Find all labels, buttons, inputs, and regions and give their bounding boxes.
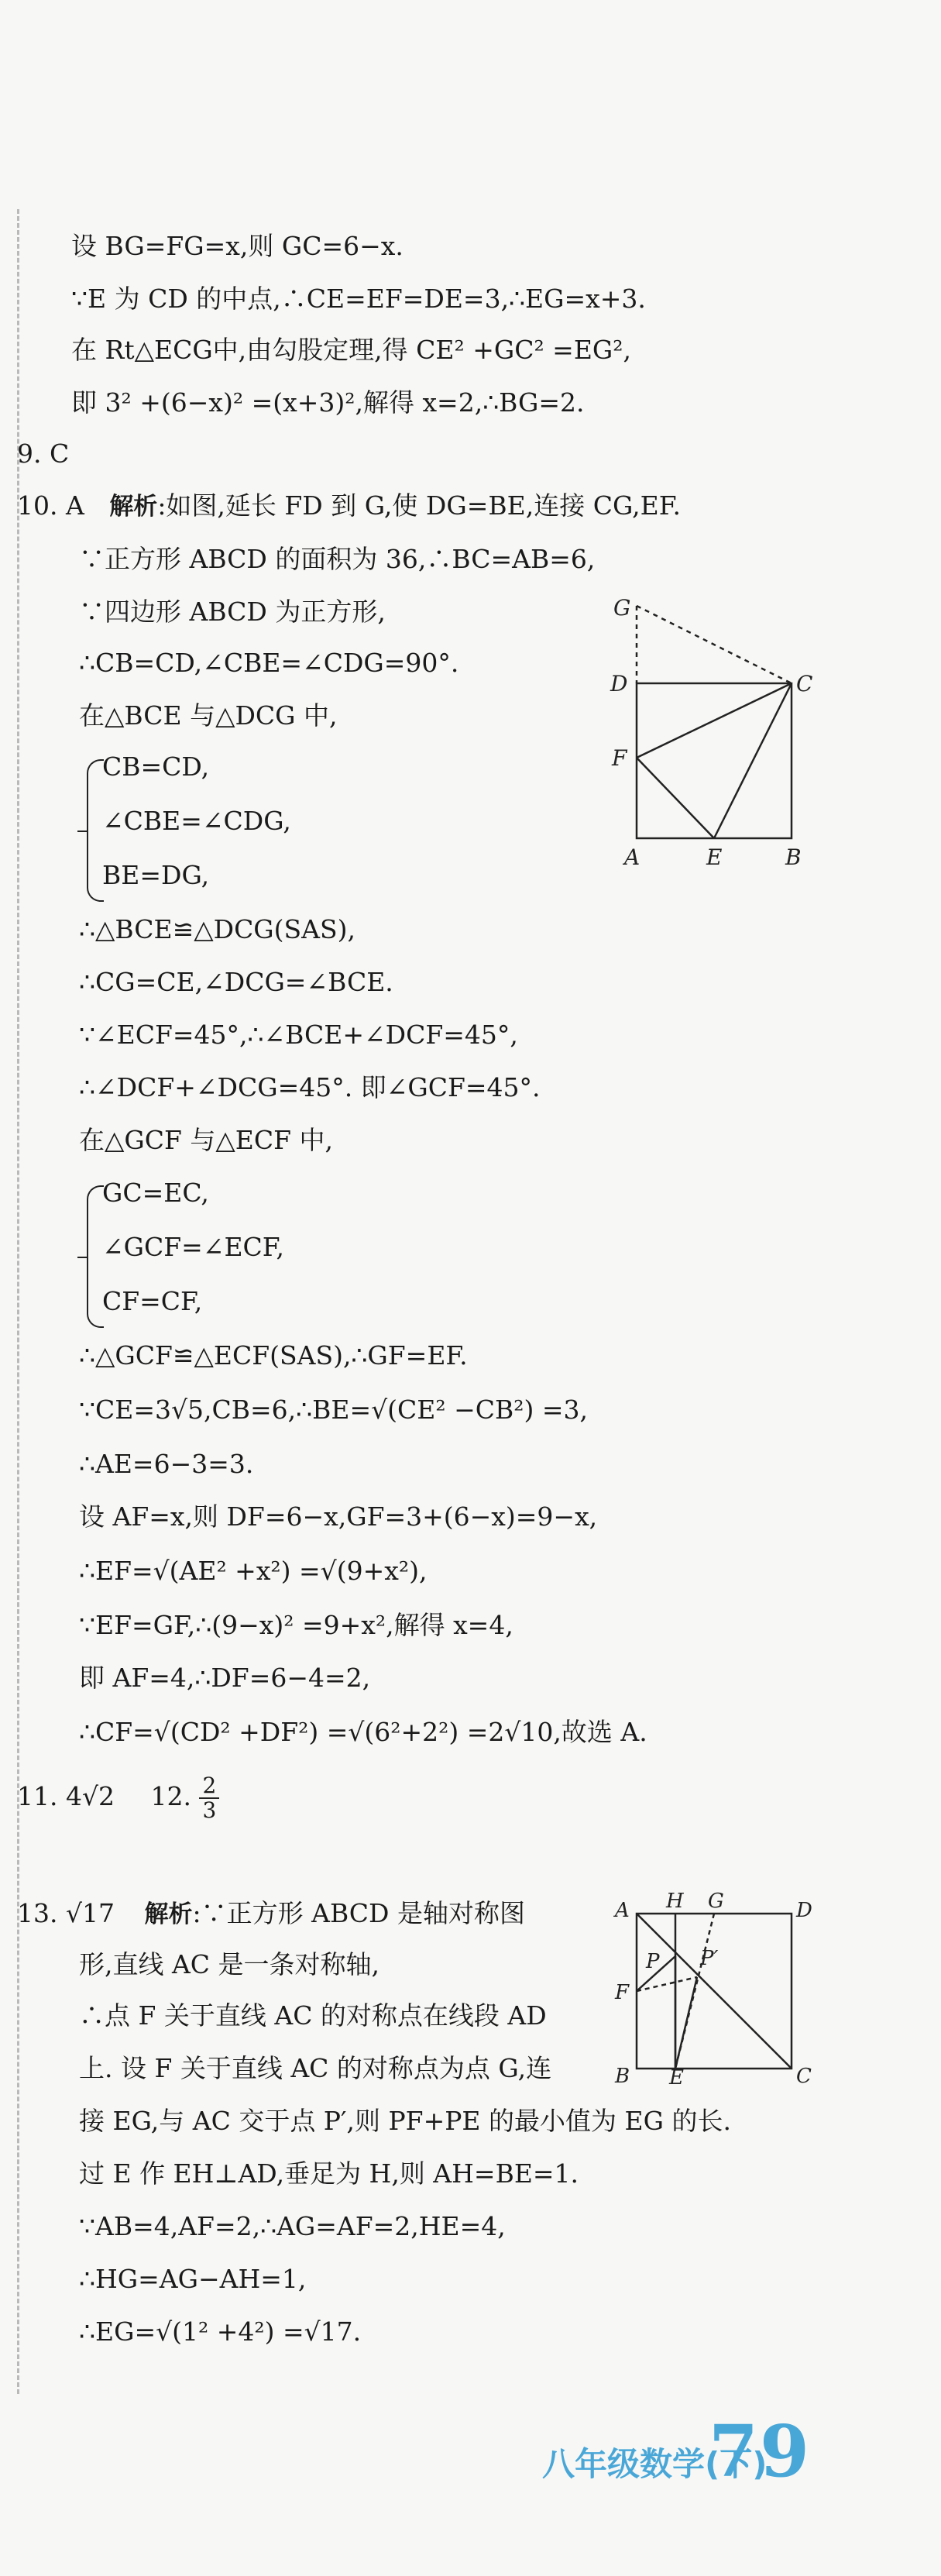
answer-11: 11. 4√2 — [17, 1781, 115, 1811]
question-number: 13. √17 — [17, 1898, 115, 1928]
binding-dashed-line — [17, 209, 19, 2394]
page-number: 79 — [709, 2409, 812, 2493]
text-line: ∴CG=CE,∠DCG=∠BCE. — [79, 967, 393, 997]
text-line: ∴∠DCF+∠DCG=45°. 即∠GCF=45°. — [79, 1072, 541, 1102]
analysis-label: 解析 — [144, 1900, 193, 1928]
text-line: 上. 设 F 关于直线 AC 的对称点为点 G,连 — [79, 2053, 552, 2083]
answer-10-header — [17, 490, 681, 522]
text-line: ∵CE=3√5,CB=6,∴BE=√(CE² −CB²) =3, — [79, 1395, 588, 1425]
text-line: ∴CB=CD,∠CBE=∠CDG=90°. — [79, 648, 459, 678]
answer-9: 9. C — [17, 439, 70, 469]
text-line: 设 BG=FG=x,则 GC=6−x. — [71, 231, 404, 261]
label-b: B — [615, 2065, 630, 2084]
label-c: C — [796, 2065, 812, 2084]
label-b: B — [785, 844, 802, 870]
text-line: ∴点 F 关于直线 AC 的对称点在线段 AD — [79, 2000, 547, 2031]
label-e: E — [706, 844, 723, 870]
brace — [87, 1185, 104, 1328]
text-line: ∴CF=√(CD² +DF²) =√(6²+2²) =2√10,故选 A. — [79, 1717, 647, 1747]
text-line: 设 AF=x,则 DF=6−x,GF=3+(6−x)=9−x, — [79, 1501, 598, 1532]
label-c: C — [796, 671, 813, 696]
brace-item: ∠CBE=∠CDG, — [102, 806, 291, 836]
text-line: ∵四边形 ABCD 为正方形, — [79, 597, 386, 627]
text-line: ∵EF=GF,∴(9−x)² =9+x²,解得 x=4, — [79, 1610, 513, 1640]
analysis-text: :∵正方形 ABCD 是轴对称图 — [192, 1898, 525, 1928]
label-a: A — [615, 1899, 630, 1922]
figure-square-abcd — [596, 597, 829, 883]
label-e: E — [669, 2066, 684, 2084]
text-line: ∵E 为 CD 的中点,∴CE=EF=DE=3,∴EG=x+3. — [71, 284, 646, 314]
answers-11-12 — [17, 1774, 219, 1822]
label-d: D — [610, 671, 628, 696]
text-line: ∴AE=6−3=3. — [79, 1449, 254, 1479]
label-f: F — [612, 745, 627, 771]
label-p: P — [646, 1950, 660, 1973]
text-line: ∵正方形 ABCD 的面积为 36,∴BC=AB=6, — [79, 544, 596, 574]
fraction — [199, 1774, 219, 1822]
text-line: ∵∠ECF=45°,∴∠BCE+∠DCF=45°, — [79, 1020, 518, 1050]
answer-12-number: 12. — [150, 1781, 191, 1811]
text-line: 过 E 作 EH⊥AD,垂足为 H,则 AH=BE=1. — [79, 2158, 579, 2189]
text-line: 形,直线 AC 是一条对称轴, — [79, 1949, 380, 1979]
label-f: F — [615, 1981, 630, 2004]
brace-item: ∠GCF=∠ECF, — [102, 1232, 285, 1262]
figure-square-symmetry — [604, 1890, 829, 2084]
brace-item: CB=CD, — [102, 751, 210, 782]
text-line: 即 3² +(6−x)² =(x+3)²,解得 x=2,∴BG=2. — [71, 387, 585, 418]
text-line: ∵AB=4,AF=2,∴AG=AF=2,HE=4, — [79, 2211, 506, 2241]
question-number: 10. A — [17, 490, 84, 521]
label-g: G — [613, 597, 631, 621]
text-line: ∴△GCF≌△ECF(SAS),∴GF=EF. — [79, 1340, 468, 1371]
text-line: 在 Rt△ECG中,由勾股定理,得 CE² +GC² =EG², — [71, 335, 632, 365]
text-line: 接 EG,与 AC 交于点 P′,则 PF+PE 的最小值为 EG 的长. — [79, 2106, 731, 2136]
text-line: ∴△BCE≌△DCG(SAS), — [79, 914, 355, 944]
text-line: 在△GCF 与△ECF 中, — [79, 1125, 333, 1155]
label-a: A — [624, 844, 640, 870]
fraction-numerator: 2 — [199, 1774, 219, 1799]
text-line: ∴EF=√(AE² +x²) =√(9+x²), — [79, 1556, 428, 1586]
brace — [87, 759, 104, 902]
brace-item: GC=EC, — [102, 1178, 209, 1208]
fraction-denominator: 3 — [202, 1797, 217, 1823]
text-line: 在△BCE 与△DCG 中, — [79, 700, 338, 731]
analysis-label: 解析 — [109, 493, 158, 521]
text-line: ∴HG=AG−AH=1, — [79, 2264, 307, 2294]
brace-item: CF=CF, — [102, 1286, 203, 1316]
brace-item: BE=DG, — [102, 860, 210, 890]
answer-13-header — [17, 1898, 525, 1930]
footer-book-title: 八年级数学(下) — [542, 2445, 768, 2483]
text-line: 即 AF=4,∴DF=6−4=2, — [79, 1663, 371, 1693]
label-h: H — [666, 1890, 684, 1913]
text-line: ∴EG=√(1² +4²) =√17. — [79, 2316, 362, 2347]
analysis-text: :如图,延长 FD 到 G,使 DG=BE,连接 CG,EF. — [157, 490, 681, 521]
label-g: G — [708, 1890, 724, 1913]
label-d: D — [796, 1899, 812, 1922]
label-p-prime: P′ — [700, 1947, 719, 1970]
